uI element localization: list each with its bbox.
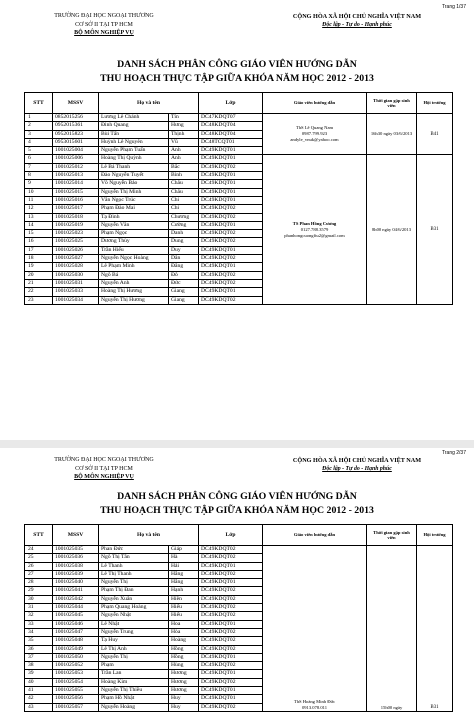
page-number: Trang 2/37 [442, 450, 466, 456]
row-class: DC49KDQT02 [199, 546, 263, 554]
row-stt: 36 [25, 645, 53, 653]
row-class: DC49KDQT02 [199, 637, 263, 645]
row-stt: 27 [25, 570, 53, 578]
row-class: DC49KDQT02 [199, 645, 263, 653]
row-class: DC49KDQT02 [199, 678, 263, 686]
row-stt: 16 [25, 238, 53, 246]
document-title: DANH SÁCH PHÂN CÔNG GIÁO VIÊN HƯỚNG DẪN [117, 59, 357, 70]
row-stt: 12 [25, 205, 53, 213]
row-mssv: 1001025006 [53, 155, 99, 163]
document-subtitle: THU HOẠCH THỰC TẬP GIỮA KHÓA NĂM HỌC 2012 - 2013 [100, 505, 374, 516]
col-class: Lớp [199, 93, 263, 114]
row-surname: Lê Thị Thanh [99, 570, 169, 578]
row-class: DC49KDQT02 [199, 238, 263, 246]
row-mssv: 1001025047 [53, 628, 99, 636]
row-given-name: Dung [169, 238, 199, 246]
row-given-name: Hải [169, 562, 199, 570]
row-class: DC49KDQT01 [199, 155, 263, 163]
institution-header [34, 456, 174, 482]
row-given-name: Giang [169, 288, 199, 296]
row-class: DC49KDQT02 [199, 612, 263, 620]
page-number: Trang 1/37 [442, 4, 466, 10]
row-class: DC49KDQT02 [199, 595, 263, 603]
col-hall: Hội trường [417, 525, 453, 546]
row-class: DC49KDQT02 [199, 570, 263, 578]
row-class: DC49KDQT02 [199, 213, 263, 221]
table-row [25, 546, 453, 554]
row-surname: Tạ Huy [99, 637, 169, 645]
assignment-table [24, 524, 453, 712]
row-class: DC49KDQT01 [199, 246, 263, 254]
row-given-name: Hà [169, 554, 199, 562]
row-given-name: Danh [169, 230, 199, 238]
row-surname: Hoàng Kim [99, 678, 169, 686]
row-class: DC49KDQT02 [199, 703, 263, 711]
row-given-name: Hằng [169, 570, 199, 578]
row-mssv: 1001025042 [53, 595, 99, 603]
row-surname: Huỳnh Lê Nguyên [99, 138, 169, 146]
row-surname: Nguyễn Văn [99, 221, 169, 229]
row-class: DC49KDQT01 [199, 288, 263, 296]
row-stt: 43 [25, 703, 53, 711]
row-given-name: Đô [169, 271, 199, 279]
row-surname: Phạm Đào Mai [99, 205, 169, 213]
row-surname: Hoàng Thị Hương [99, 288, 169, 296]
row-stt: 17 [25, 246, 53, 254]
row-mssv: 1001025036 [53, 554, 99, 562]
document-subtitle: THU HOẠCH THỰC TẬP GIỮA KHÓA NĂM HỌC 2012 - 2013 [100, 73, 374, 84]
row-mssv: 1001025017 [53, 205, 99, 213]
row-mssv: 1001025004 [53, 147, 99, 155]
col-mssv: MSSV [53, 525, 99, 546]
row-class: DC49KDQT02 [199, 554, 263, 562]
row-mssv: 1001025057 [53, 703, 99, 711]
row-class: DC48TCQT01 [199, 138, 263, 146]
row-surname: Đinh Quang [99, 122, 169, 130]
table-body [25, 546, 453, 712]
col-supervisor: Giáo viên hướng dẫn [263, 525, 367, 546]
row-class: DC49KDQT02 [199, 279, 263, 287]
row-mssv: 1001025033 [53, 288, 99, 296]
row-class: DC49KDQT02 [199, 271, 263, 279]
row-given-name: Vũ [169, 138, 199, 146]
row-given-name: Tín [169, 114, 199, 122]
supervisor-name: ThS Lê Quang Nam [295, 125, 334, 131]
row-given-name: Hùng [169, 662, 199, 670]
row-mssv: 1001025016 [53, 196, 99, 204]
row-mssv: 1001025053 [53, 670, 99, 678]
row-given-name: Huy [169, 703, 199, 711]
row-mssv: 0852015256 [53, 114, 99, 122]
row-surname: Lê Thị Anh [99, 645, 169, 653]
row-mssv: 1001025050 [53, 653, 99, 661]
row-stt: 8 [25, 172, 53, 180]
row-surname: Nguyễn Thị [99, 579, 169, 587]
row-mssv: 1001025026 [53, 246, 99, 254]
row-surname: Nguyễn Thị Minh [99, 188, 169, 196]
department-name: BỘ MÔN NGHIỆP VỤ [74, 474, 134, 480]
col-stt: STT [25, 93, 53, 114]
col-mssv: MSSV [53, 93, 99, 114]
row-surname: Lê Phạm Minh [99, 263, 169, 271]
row-class: DC49KDQT02 [199, 255, 263, 263]
row-given-name: Hiếu [169, 604, 199, 612]
country-name: CỘNG HÒA XÃ HỘI CHỦ NGHĨA VIỆT NAM [292, 13, 422, 20]
row-surname: Nguyễn Anh [99, 279, 169, 287]
row-mssv: 1001025018 [53, 213, 99, 221]
row-class: DC48KDQT04 [199, 130, 263, 138]
row-stt: 14 [25, 221, 53, 229]
row-mssv: 0953015601 [53, 138, 99, 146]
row-surname: Nguyễn Thị [99, 653, 169, 661]
row-stt: 13 [25, 213, 53, 221]
row-given-name: Bình [169, 172, 199, 180]
row-mssv: 1001025015 [53, 188, 99, 196]
row-stt: 30 [25, 595, 53, 603]
hall-room: B41 [417, 114, 453, 155]
row-class: DC49KDQT01 [199, 579, 263, 587]
document-title: DANH SÁCH PHÂN CÔNG GIÁO VIÊN HƯỚNG DẪN [117, 491, 357, 502]
supervisor-name: TS Phan Hồng Cương [292, 220, 337, 226]
row-surname: Nguyễn Thị Thiều [99, 687, 169, 695]
row-surname: Phan Đức [99, 546, 169, 554]
page-separator [0, 440, 474, 448]
row-given-name: Duy [169, 246, 199, 254]
document-page-2 [0, 448, 474, 710]
supervisor-phone: 0987.799.923 [301, 131, 328, 137]
row-surname: Phạm Quang Hoàng [99, 604, 169, 612]
row-mssv: 1001025027 [53, 255, 99, 263]
row-class: DC49KDQT01 [199, 188, 263, 196]
row-class: DC49KDQT02 [199, 662, 263, 670]
supervisor-cell [263, 546, 367, 712]
department-name: BỘ MÔN NGHIỆP VỤ [74, 30, 134, 36]
row-mssv: 1001025045 [53, 612, 99, 620]
row-surname: Hoàng Thị Quỳnh [99, 155, 169, 163]
row-stt: 39 [25, 670, 53, 678]
row-given-name: Hồng [169, 645, 199, 653]
row-given-name: Giáp [169, 546, 199, 554]
row-mssv: 1001025013 [53, 172, 99, 180]
table-header [25, 525, 453, 546]
row-given-name: Dân [169, 255, 199, 263]
row-mssv: 1001025014 [53, 180, 99, 188]
row-surname: Võ Nguyễn Bảo [99, 180, 169, 188]
row-mssv: 1001025040 [53, 579, 99, 587]
row-class: DC48KDQT04 [199, 122, 263, 130]
row-surname: Nguyễn Trung [99, 628, 169, 636]
row-given-name: Chi [169, 196, 199, 204]
supervisor-cell [263, 114, 367, 155]
row-given-name: Giang [169, 296, 199, 304]
row-mssv: 1001025023 [53, 230, 99, 238]
row-given-name: Châu [169, 180, 199, 188]
row-mssv: 1001025028 [53, 263, 99, 271]
row-mssv: 1001025025 [53, 238, 99, 246]
row-class: DC49KDQT02 [199, 296, 263, 304]
row-stt: 26 [25, 562, 53, 570]
row-surname: Phạm Ngọc [99, 230, 169, 238]
table-row [25, 155, 453, 163]
row-class: DC49KDQT01 [199, 196, 263, 204]
row-class: DC49KDQT01 [199, 172, 263, 180]
row-mssv: 0952015823 [53, 130, 99, 138]
row-mssv: 1001025046 [53, 620, 99, 628]
row-given-name: Cường [169, 221, 199, 229]
row-stt: 31 [25, 604, 53, 612]
row-stt: 34 [25, 628, 53, 636]
supervisor-name: ThS Hoàng Minh Đức [293, 698, 336, 704]
row-given-name: Hương [169, 687, 199, 695]
row-class: DC49KDQT01 [199, 562, 263, 570]
row-given-name: Thịnh [169, 130, 199, 138]
row-stt: 22 [25, 288, 53, 296]
row-given-name: Hằng [169, 579, 199, 587]
row-stt: 10 [25, 188, 53, 196]
row-given-name: Chi [169, 205, 199, 213]
institution-header [34, 12, 174, 38]
supervisor-email: phanhongcuongftu2@gmail.com [284, 232, 345, 238]
row-stt: 19 [25, 263, 53, 271]
row-surname: Tạ Đình [99, 213, 169, 221]
row-given-name: Hiếu [169, 612, 199, 620]
row-given-name: Hương [169, 670, 199, 678]
row-class: DC49KDQT02 [199, 163, 263, 171]
row-stt: 28 [25, 579, 53, 587]
row-class: DC49KDQT01 [199, 180, 263, 188]
row-surname: Lương Lê Chánh [99, 114, 169, 122]
row-mssv: 1001025035 [53, 546, 99, 554]
meeting-time: 8h00 ngày 04/6/2013 [367, 155, 417, 304]
row-stt: 6 [25, 155, 53, 163]
row-mssv: 1001025039 [53, 570, 99, 578]
row-surname: Dương Thùy [99, 238, 169, 246]
row-mssv: 1001025056 [53, 695, 99, 703]
campus-name: CƠ SỞ II TẠI TP HCM [75, 21, 133, 28]
row-mssv: 1001025012 [53, 163, 99, 171]
assignment-table [24, 92, 453, 305]
col-time: Thời gian gặp sinh viên [367, 93, 417, 114]
row-surname: Nguyễn Thị Hương [99, 296, 169, 304]
university-name: TRƯỜNG ĐẠI HỌC NGOẠI THƯƠNG [54, 457, 154, 463]
national-motto [262, 456, 452, 474]
row-surname: Trần Hiếu [99, 246, 169, 254]
supervisor-email: andyle_vnuk@yahoo.com [290, 137, 339, 143]
row-stt: 41 [25, 687, 53, 695]
row-class: DC49KDQT02 [199, 587, 263, 595]
row-class: DC49KDQT01 [199, 620, 263, 628]
motto: Độc lập - Tự do - Hạnh phúc [322, 466, 392, 472]
row-mssv: 1001025044 [53, 604, 99, 612]
row-stt: 2 [25, 122, 53, 130]
row-mssv: 1001025048 [53, 637, 99, 645]
row-mssv: 1001025038 [53, 562, 99, 570]
row-surname: Ngô Bá [99, 271, 169, 279]
col-supervisor: Giáo viên hướng dẫn [263, 93, 367, 114]
row-stt: 5 [25, 147, 53, 155]
row-surname: Nguyễn Hoàng [99, 703, 169, 711]
row-given-name: Hiền [169, 595, 199, 603]
row-given-name: Anh [169, 155, 199, 163]
row-stt: 42 [25, 695, 53, 703]
col-stt: STT [25, 525, 53, 546]
row-class: DC49KDQT02 [199, 604, 263, 612]
row-given-name: Hạnh [169, 587, 199, 595]
row-given-name: Hoàng [169, 637, 199, 645]
row-given-name: Hoa [169, 620, 199, 628]
row-stt: 40 [25, 678, 53, 686]
row-mssv: 1001025031 [53, 279, 99, 287]
campus-name: CƠ SỞ II TẠI TP HCM [75, 465, 133, 472]
row-class: DC49KDQT01 [199, 263, 263, 271]
row-given-name: Hưng [169, 122, 199, 130]
row-given-name: Hương [169, 678, 199, 686]
row-surname: Văn Ngọc Trúc [99, 196, 169, 204]
row-surname: Phạm Thị Đan [99, 587, 169, 595]
row-surname: Đào Nguyễn Tuyết [99, 172, 169, 180]
row-given-name: Anh [169, 147, 199, 155]
row-mssv: 1001025052 [53, 662, 99, 670]
row-mssv: 1001025034 [53, 296, 99, 304]
hall-room: B31 [417, 155, 453, 304]
row-stt: 32 [25, 612, 53, 620]
row-stt: 9 [25, 180, 53, 188]
col-class: Lớp [199, 525, 263, 546]
row-given-name: Đức [169, 279, 199, 287]
col-name: Họ và tên [99, 525, 199, 546]
row-surname: Trần Lan [99, 670, 169, 678]
row-surname: Lê Thanh [99, 562, 169, 570]
row-class: DC49KDQT02 [199, 205, 263, 213]
col-time: Thời gian gặp sinh viên [367, 525, 417, 546]
row-mssv: 1001025054 [53, 678, 99, 686]
row-surname: Phạm [99, 662, 169, 670]
row-class: DC47KDQT07 [199, 114, 263, 122]
row-stt: 20 [25, 271, 53, 279]
row-stt: 25 [25, 554, 53, 562]
row-stt: 24 [25, 546, 53, 554]
row-class: DC49KDQT01 [199, 147, 263, 155]
table-row [25, 114, 453, 122]
col-hall: Hội trường [417, 93, 453, 114]
row-stt: 38 [25, 662, 53, 670]
row-given-name: Hồng [169, 653, 199, 661]
row-class: DC49KDQT01 [199, 670, 263, 678]
row-surname: Bùi Tấn [99, 130, 169, 138]
row-surname: Nguyễn Xuân [99, 595, 169, 603]
row-class: DC49KDQT01 [199, 695, 263, 703]
national-motto [262, 12, 452, 30]
row-stt: 35 [25, 637, 53, 645]
row-mssv: 1001025019 [53, 221, 99, 229]
row-stt: 37 [25, 653, 53, 661]
row-mssv: 0952015361 [53, 122, 99, 130]
row-stt: 23 [25, 296, 53, 304]
row-class: DC49KDQT01 [199, 687, 263, 695]
col-name: Họ và tên [99, 93, 199, 114]
row-given-name: Đăng [169, 263, 199, 271]
meeting-time: 16h30 ngày 03/6/2013 [367, 114, 417, 155]
row-stt: 1 [25, 114, 53, 122]
row-mssv: 1001025049 [53, 645, 99, 653]
row-stt: 18 [25, 255, 53, 263]
hall-room: B31 [417, 546, 453, 712]
row-mssv: 1001025041 [53, 587, 99, 595]
row-class: DC49KDQT02 [199, 230, 263, 238]
row-stt: 21 [25, 279, 53, 287]
row-mssv: 1001025030 [53, 271, 99, 279]
row-stt: 33 [25, 620, 53, 628]
row-class: DC49KDQT02 [199, 628, 263, 636]
university-name: TRƯỜNG ĐẠI HỌC NGOẠI THƯƠNG [54, 13, 154, 19]
row-class: DC49KDQT01 [199, 653, 263, 661]
supervisor-phone: 0913.078.011 [301, 704, 328, 710]
row-stt: 4 [25, 138, 53, 146]
row-stt: 29 [25, 587, 53, 595]
supervisor-phone: 0127.788.3579 [300, 226, 329, 232]
row-given-name: Chương [169, 213, 199, 221]
motto: Độc lập - Tự do - Hạnh phúc [322, 22, 392, 28]
row-surname: Phạm Hồ Nhật [99, 695, 169, 703]
meeting-time: 15h00 ngày [367, 546, 417, 712]
row-surname: Ngô Thị Tân [99, 554, 169, 562]
row-given-name: Bắc [169, 163, 199, 171]
row-given-name: Hòa [169, 628, 199, 636]
row-surname: Lê Bá Thanh [99, 163, 169, 171]
row-given-name: Huy [169, 695, 199, 703]
row-surname: Nguyễn Nhật [99, 612, 169, 620]
row-mssv: 1001025055 [53, 687, 99, 695]
row-surname: Nguyễn Phạm Tuấn [99, 147, 169, 155]
row-stt: 15 [25, 230, 53, 238]
country-name: CỘNG HÒA XÃ HỘI CHỦ NGHĨA VIỆT NAM [292, 457, 422, 464]
row-class: DC49KDQT01 [199, 221, 263, 229]
table-header [25, 93, 453, 114]
supervisor-cell [263, 155, 367, 304]
row-surname: Lê Nhật [99, 620, 169, 628]
row-surname: Nguyễn Ngọc Hoàng [99, 255, 169, 263]
row-given-name: Châu [169, 188, 199, 196]
row-stt: 3 [25, 130, 53, 138]
row-stt: 7 [25, 163, 53, 171]
table-body [25, 114, 453, 305]
row-stt: 11 [25, 196, 53, 204]
